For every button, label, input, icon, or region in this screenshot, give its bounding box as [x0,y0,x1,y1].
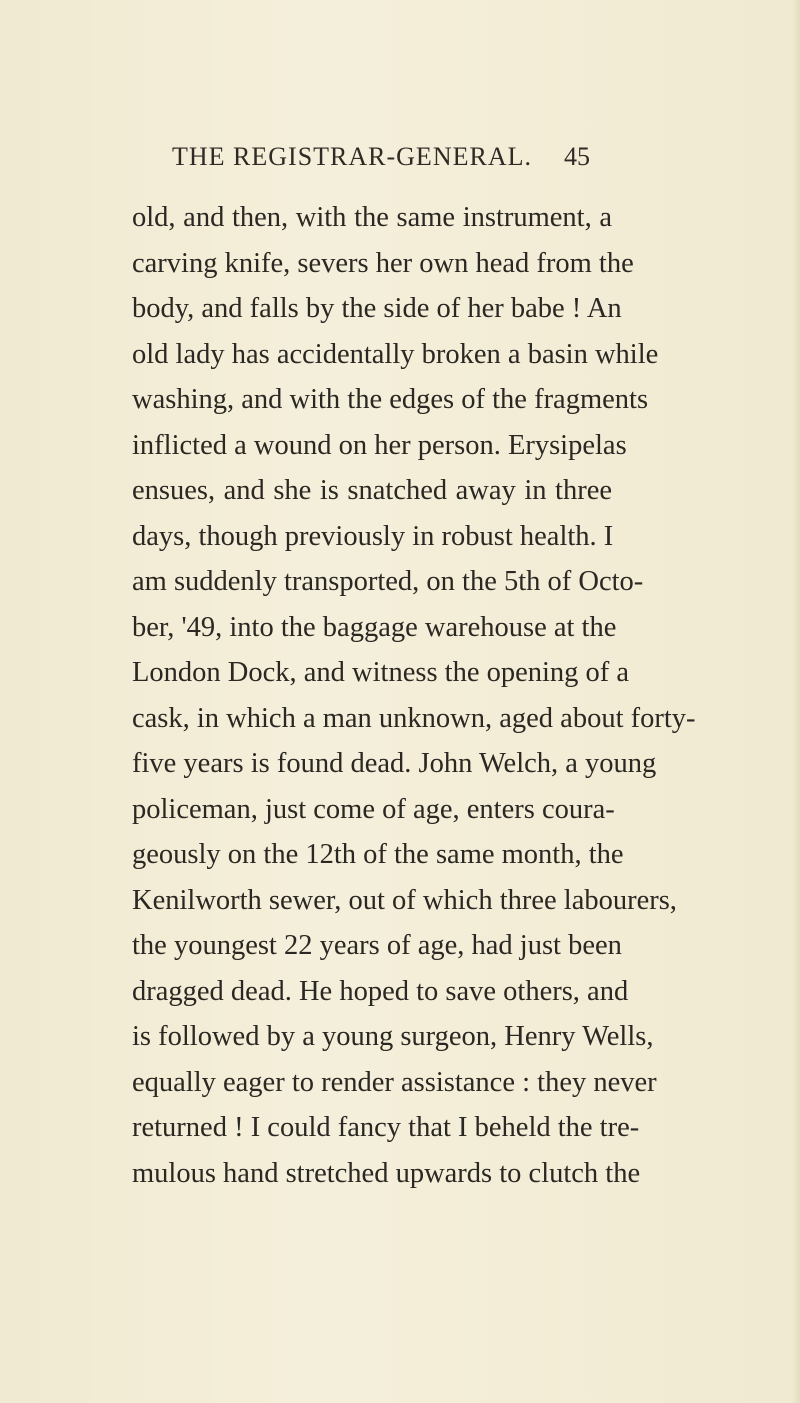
text-line: ber, '49, into the baggage warehouse at the [132,611,617,643]
text-line: am suddenly transported, on the 5th of Octo- [132,566,644,597]
text-line: geously on the 12th of the same month, the [132,839,624,870]
text-line: Kenilworth sewer, out of which three labourers, [132,884,677,916]
text-line: old, and then, with the same instrument, a [132,202,612,233]
text-line: mulous hand stretched upwards to clutch the [132,1157,641,1189]
page-edge [792,0,800,1403]
text-line: five years is found dead. John Welch, a young [132,748,657,779]
text-line: carving knife, severs her own head from the [132,247,634,279]
text-line: body, and falls by the side of her babe ! An [132,293,622,324]
page-number: 45 [564,142,590,171]
page-header [172,142,602,182]
text-line: cask, in which a man unknown, aged about forty- [132,702,696,734]
text-line: equally eager to render assistance : they never [132,1066,657,1098]
text-line: ensues, and she is snatched away in three [132,475,612,506]
text-line: policeman, just come of age, enters coura- [132,793,615,825]
body-text [132,195,696,1196]
text-line: inflicted a wound on her person. Erysipelas [132,429,627,461]
text-line: London Dock, and witness the opening of a [132,657,630,688]
text-line: days, though previously in robust health. I [132,520,614,552]
text-line: is followed by a young surgeon, Henry Wells, [132,1021,654,1052]
running-head: THE REGISTRAR-GENERAL. [172,142,532,171]
text-line: old lady has accidentally broken a basin while [132,338,659,370]
text-line: washing, and with the edges of the fragments [132,384,649,415]
text-line: the youngest 22 years of age, had just been [132,930,622,961]
text-line: returned ! I could fancy that I beheld the tre- [132,1112,640,1143]
text-line: dragged dead. He hoped to save others, and [132,975,629,1007]
